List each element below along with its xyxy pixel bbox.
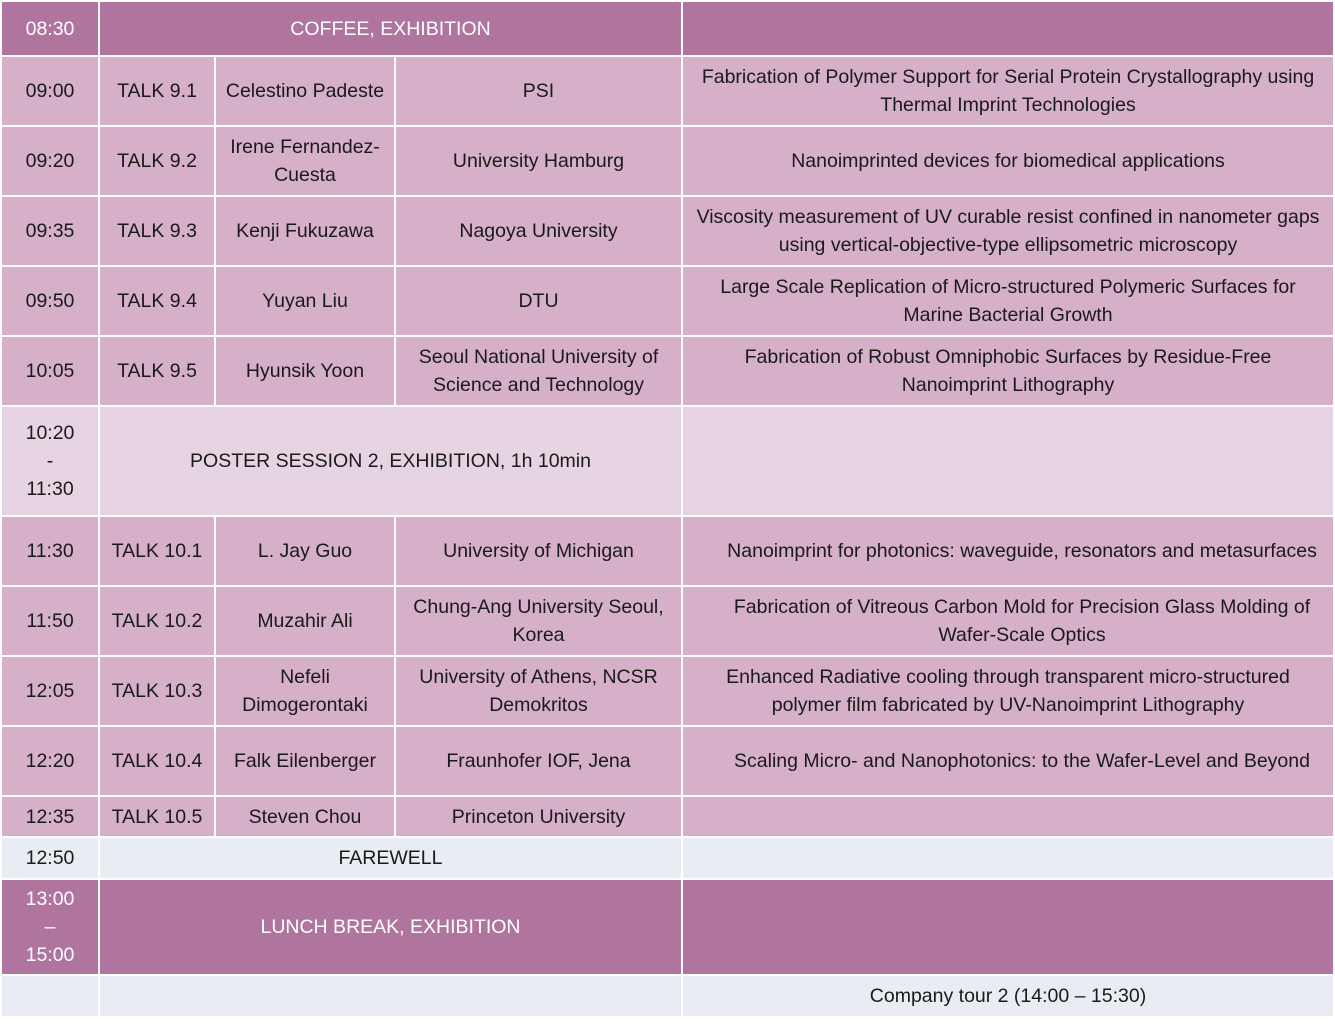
time-cell: 12:50 [2,838,98,878]
speaker-name: Muzahir Ali [216,587,394,655]
talk-title: Enhanced Radiative cooling through transparent micro-structured polymer film fabricated by UV-Nanoimprint Lithography [683,657,1333,725]
time-separator: - [46,450,54,472]
time-range-cell [2,407,98,515]
talk-number: TALK 9.3 [100,197,214,265]
program-table [2,2,1333,1016]
empty-cell [683,407,1333,515]
talk-title [683,797,1333,836]
speaker-name: Nefeli Dimogerontaki [216,657,394,725]
time-cell: 11:50 [2,587,98,655]
speaker-name: Celestino Padeste [216,57,394,125]
break-label: COFFEE, EXHIBITION [100,2,681,55]
time-cell: 09:00 [2,57,98,125]
time-cell: 09:35 [2,197,98,265]
talk-number: TALK 10.5 [100,797,214,836]
affiliation: Fraunhofer IOF, Jena [396,727,681,795]
empty-cell [683,2,1333,55]
time-cell: 12:20 [2,727,98,795]
affiliation: Nagoya University [396,197,681,265]
time-start: 10:20 [25,422,75,444]
talk-number: TALK 9.4 [100,267,214,335]
talk-title: Fabrication of Polymer Support for Serial Protein Crystallography using Thermal Imprint Technologies [683,57,1333,125]
company-tour-label: Company tour 2 (14:00 – 15:30) [683,976,1333,1016]
talk-number: TALK 9.5 [100,337,214,405]
time-cell: 09:50 [2,267,98,335]
speaker-name: Steven Chou [216,797,394,836]
speaker-name: Kenji Fukuzawa [216,197,394,265]
empty-cell [2,976,98,1016]
talk-number: TALK 9.2 [100,127,214,195]
talk-title: Fabrication of Vitreous Carbon Mold for Precision Glass Molding of Wafer-Scale Optics [683,587,1333,655]
time-cell: 09:20 [2,127,98,195]
talk-number: TALK 10.2 [100,587,214,655]
talk-number: TALK 9.1 [100,57,214,125]
talk-number: TALK 10.3 [100,657,214,725]
speaker-name: Hyunsik Yoon [216,337,394,405]
time-end: 15:00 [25,944,75,966]
speaker-name: Falk Eilenberger [216,727,394,795]
time-cell: 08:30 [2,2,98,55]
affiliation: DTU [396,267,681,335]
affiliation: University of Athens, NCSR Demokritos [396,657,681,725]
empty-cell [683,880,1333,974]
time-cell: 12:35 [2,797,98,836]
talk-title: Nanoimprinted devices for biomedical applications [683,127,1333,195]
speaker-name: Irene Fernandez-Cuesta [216,127,394,195]
empty-cell [683,838,1333,878]
talk-title: Large Scale Replication of Micro-structured Polymeric Surfaces for Marine Bacterial Growth [683,267,1333,335]
speaker-name: Yuyan Liu [216,267,394,335]
affiliation: PSI [396,57,681,125]
affiliation: University of Michigan [396,517,681,585]
affiliation: Princeton University [396,797,681,836]
affiliation: University Hamburg [396,127,681,195]
time-end: 11:30 [26,478,74,500]
empty-cell [100,976,681,1016]
talk-number: TALK 10.4 [100,727,214,795]
speaker-name: L. Jay Guo [216,517,394,585]
time-cell: 11:30 [2,517,98,585]
time-cell: 12:05 [2,657,98,725]
affiliation: Seoul National University of Science and Technology [396,337,681,405]
talk-title: Nanoimprint for photonics: waveguide, resonators and metasurfaces [683,517,1333,585]
farewell-label: FAREWELL [100,838,681,878]
talk-title: Scaling Micro- and Nanophotonics: to the Wafer-Level and Beyond [683,727,1333,795]
affiliation: Chung-Ang University Seoul, Korea [396,587,681,655]
time-cell: 10:05 [2,337,98,405]
talk-number: TALK 10.1 [100,517,214,585]
time-range-cell [2,880,98,974]
time-separator: – [44,916,56,938]
time-start: 13:00 [25,888,75,910]
talk-title: Fabrication of Robust Omniphobic Surfaces by Residue-Free Nanoimprint Lithography [683,337,1333,405]
lunch-break-label: LUNCH BREAK, EXHIBITION [100,880,681,974]
poster-session-label: POSTER SESSION 2, EXHIBITION, 1h 10min [100,407,681,515]
talk-title: Viscosity measurement of UV curable resist confined in nanometer gaps using vertical-objective-type ellipsometric microscopy [683,197,1333,265]
